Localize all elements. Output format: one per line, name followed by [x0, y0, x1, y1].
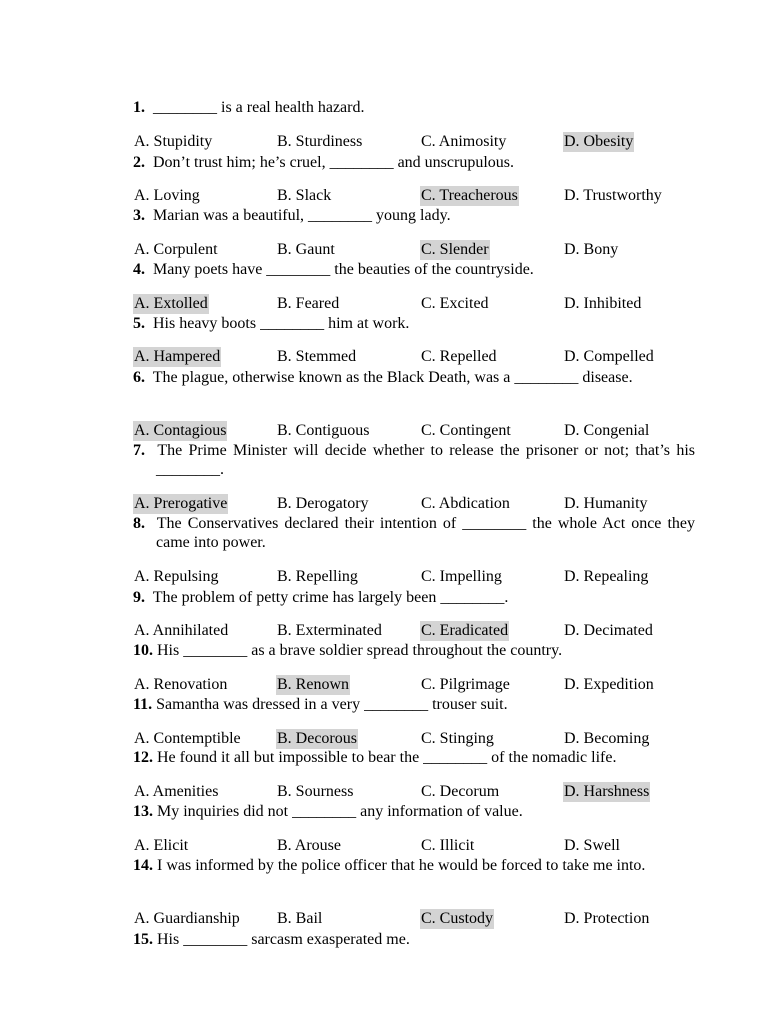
option-a: A. Elicit [134, 837, 189, 854]
question-12 [133, 748, 695, 767]
options-row-4 [133, 294, 713, 314]
question-text: Don’t trust him; he’s cruel, ________ and unscrupulous. [153, 154, 514, 171]
option-d: D. Protection [564, 910, 650, 927]
question-11 [133, 695, 695, 714]
option-b-highlighted: B. Decorous [277, 730, 357, 747]
option-b: B. Feared [277, 295, 340, 312]
options-row-2 [133, 186, 713, 206]
option-c-highlighted: C. Eradicated [421, 622, 509, 639]
question-8 [133, 514, 695, 552]
option-b: B. Sourness [277, 783, 354, 800]
options-row-12 [133, 782, 713, 802]
option-a-highlighted: A. Hampered [134, 348, 221, 365]
option-c: C. Repelled [421, 348, 497, 365]
option-c: C. Illicit [421, 837, 475, 854]
question-text: His ________ as a brave soldier spread throughout the country. [157, 642, 563, 659]
options-row-7 [133, 494, 713, 514]
option-b: B. Sturdiness [277, 133, 363, 150]
option-c: C. Stinging [421, 730, 494, 747]
options-row-9 [133, 621, 713, 641]
option-a-highlighted: A. Prerogative [134, 495, 228, 512]
options-row-8 [133, 567, 713, 587]
option-d-highlighted: D. Harshness [564, 783, 650, 800]
option-a: A. Repulsing [134, 568, 219, 585]
question-text: I was informed by the police officer that he would be forced to take me into. [157, 857, 646, 874]
option-c-highlighted: C. Slender [421, 241, 489, 258]
question-text: The Prime Minister will decide whether to release the prisoner or not; that’s his ________. [156, 442, 695, 478]
options-row-6 [133, 421, 713, 441]
option-b-highlighted: B. Renown [277, 676, 349, 693]
question-7 [133, 441, 695, 479]
question-text: Many poets have ________ the beauties of the countryside. [153, 261, 534, 278]
question-text: The problem of petty crime has largely been ________. [152, 589, 509, 606]
options-row-5 [133, 347, 713, 367]
option-d: D. Bony [564, 241, 619, 258]
question-number: 14. [133, 857, 153, 874]
question-number: 8. [133, 515, 145, 532]
option-a: A. Amenities [134, 783, 219, 800]
question-number: 13. [133, 803, 153, 820]
option-b: B. Exterminated [277, 622, 382, 639]
options-row-13 [133, 836, 713, 856]
option-c: C. Excited [421, 295, 489, 312]
option-b: B. Stemmed [277, 348, 357, 365]
option-d: D. Becoming [564, 730, 650, 747]
options-row-10 [133, 675, 713, 695]
option-c: C. Contingent [421, 422, 511, 439]
question-number: 4. [133, 261, 145, 278]
question-text: Samantha was dressed in a very ________ trouser suit. [156, 696, 508, 713]
question-number: 11. [133, 696, 153, 713]
question-10 [133, 641, 695, 660]
question-text: His heavy boots ________ him at work. [153, 315, 410, 332]
option-a-highlighted: A. Contagious [134, 422, 227, 439]
option-d: D. Compelled [564, 348, 654, 365]
option-a: A. Annihilated [134, 622, 229, 639]
option-c: C. Pilgrimage [421, 676, 510, 693]
option-a: A. Contemptible [134, 730, 241, 747]
question-text: ________ is a real health hazard. [153, 99, 365, 116]
question-number: 7. [133, 442, 145, 459]
option-b: B. Slack [277, 187, 332, 204]
options-row-11 [133, 729, 713, 749]
question-1 [133, 98, 695, 117]
option-c: C. Impelling [421, 568, 502, 585]
option-b: B. Repelling [277, 568, 358, 585]
option-b: B. Derogatory [277, 495, 369, 512]
option-d: D. Expedition [564, 676, 654, 693]
option-d: D. Repealing [564, 568, 649, 585]
option-b: B. Bail [277, 910, 323, 927]
question-number: 9. [133, 589, 145, 606]
question-number: 1. [133, 99, 145, 116]
question-6 [133, 368, 695, 387]
question-3 [133, 206, 695, 225]
option-a: A. Guardianship [134, 910, 240, 927]
question-5 [133, 314, 695, 333]
options-row-14 [133, 909, 713, 929]
option-b: B. Contiguous [277, 422, 370, 439]
option-d: D. Decimated [564, 622, 653, 639]
option-a: A. Stupidity [134, 133, 213, 150]
question-text: My inquiries did not ________ any information of value. [157, 803, 523, 820]
option-a-highlighted: A. Extolled [134, 295, 208, 312]
option-d: D. Swell [564, 837, 620, 854]
question-number: 2. [133, 154, 145, 171]
option-c-highlighted: C. Custody [421, 910, 494, 927]
question-number: 12. [133, 749, 153, 766]
question-number: 5. [133, 315, 145, 332]
question-4 [133, 260, 695, 279]
question-text: He found it all but impossible to bear the ________ of the nomadic life. [157, 749, 617, 766]
question-number: 3. [133, 207, 145, 224]
option-c: C. Decorum [421, 783, 500, 800]
question-text: The plague, otherwise known as the Black Death, was a ________ disease. [152, 369, 633, 386]
question-13 [133, 802, 695, 821]
option-d-highlighted: D. Obesity [564, 133, 634, 150]
option-a: A. Renovation [134, 676, 228, 693]
question-number: 15. [133, 931, 153, 948]
question-text: His ________ sarcasm exasperated me. [157, 931, 410, 948]
option-c: C. Abdication [421, 495, 510, 512]
question-number: 10. [133, 642, 153, 659]
question-text: Marian was a beautiful, ________ young lady. [153, 207, 451, 224]
option-c-highlighted: C. Treacherous [421, 187, 518, 204]
option-b: B. Arouse [277, 837, 341, 854]
option-c: C. Animosity [421, 133, 507, 150]
options-row-1 [133, 132, 713, 152]
question-number: 6. [133, 369, 145, 386]
option-d: D. Trustworthy [564, 187, 662, 204]
question-9 [133, 588, 695, 607]
question-14 [133, 856, 695, 875]
question-text: The Conservatives declared their intention of ________ the whole Act once they came into power. [156, 515, 695, 551]
question-2 [133, 153, 695, 172]
option-b: B. Gaunt [277, 241, 335, 258]
option-d: D. Inhibited [564, 295, 642, 312]
option-d: D. Congenial [564, 422, 650, 439]
option-d: D. Humanity [564, 495, 648, 512]
option-a: A. Corpulent [134, 241, 218, 258]
question-15 [133, 930, 695, 949]
option-a: A. Loving [134, 187, 200, 204]
options-row-3 [133, 240, 713, 260]
